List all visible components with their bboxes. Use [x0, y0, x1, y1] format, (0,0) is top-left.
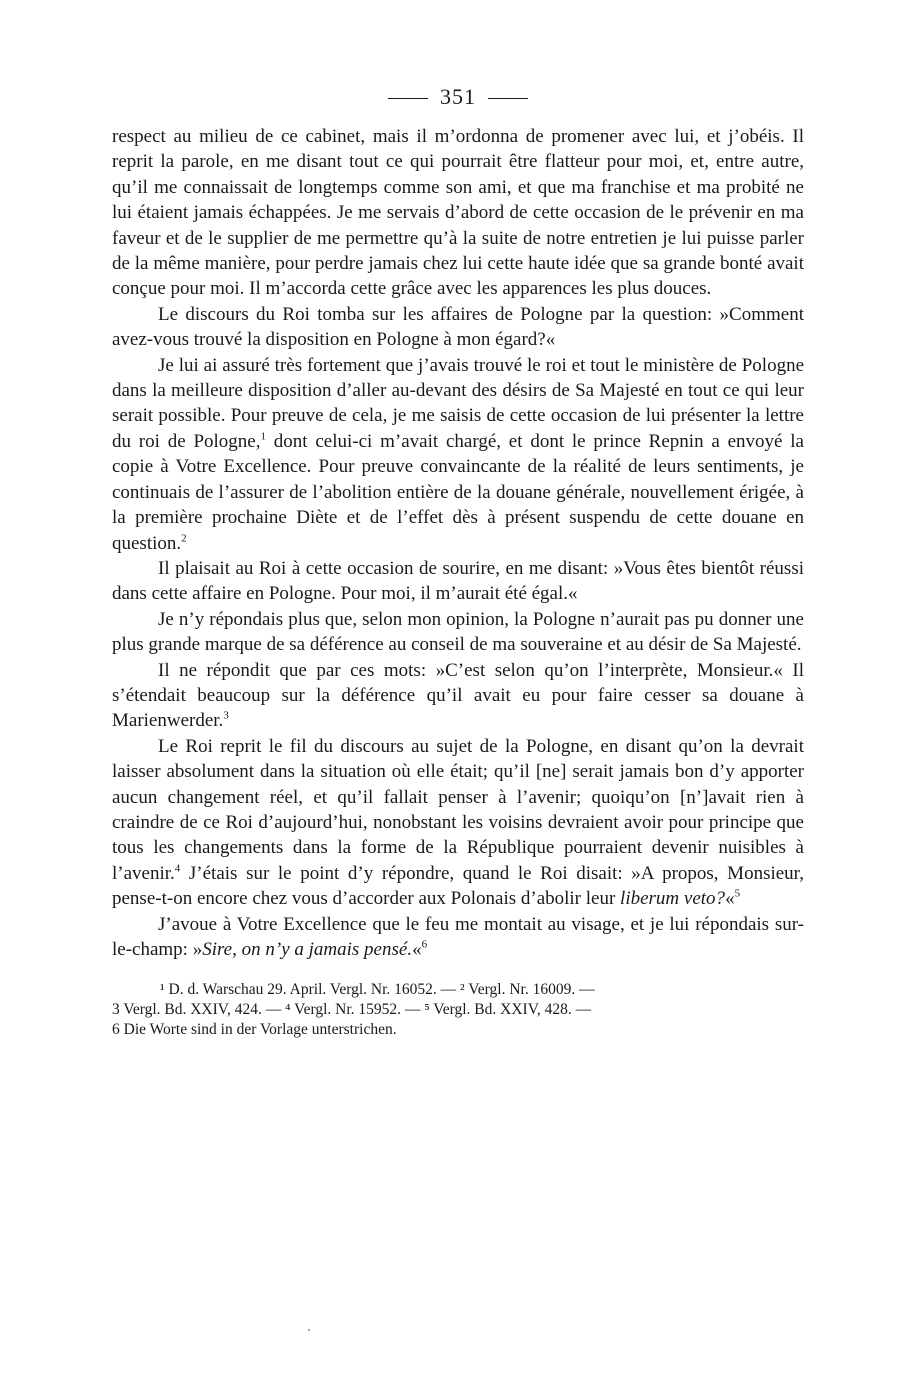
footnotes — [112, 980, 804, 1040]
footnote-line: 3 Vergl. Bd. XXIV, 424. — ⁴ Vergl. Nr. 15952. — ⁵ Vergl. Bd. XXIV, 428. — — [112, 1001, 592, 1019]
footnote-ref: 2 — [181, 532, 187, 545]
text-run: J’avoue à Votre Excellence que le feu me montait au visage, et je lui répondais sur-le-champ: » — [112, 913, 804, 960]
header-dash-right — [488, 98, 528, 99]
footnote-line: ¹ D. d. Warschau 29. April. Vergl. Nr. 16052. — ² Vergl. Nr. 16009. — — [160, 981, 595, 999]
paper-speck — [308, 1329, 310, 1331]
footnote-line: 6 Die Worte sind in der Vorlage unterstrichen. — [112, 1021, 397, 1039]
footnote-ref: 6 — [421, 938, 428, 951]
paragraph — [112, 734, 804, 912]
paragraph — [112, 302, 804, 353]
text-run: « — [725, 888, 735, 910]
paragraph — [112, 124, 804, 302]
book-page — [112, 80, 804, 1040]
footnote-ref: 5 — [734, 887, 741, 900]
paragraph — [112, 556, 804, 607]
text-run: Le Roi reprit le fil du discours au sujet de la Pologne, en disant qu’on la devrait laisser absolument dans la situation où elle était; qu’il [ne] serait jamais bon d’y apporter aucun changement réel, et qu’il fallait penser à l’avenir; quoiqu’on [n’]avait rien à craindre de ce Roi d’aujourd’hui, nonobstant les voisins devraient avoir pour principe que tous les changements dans la forme de la République pourraient devenir nuisibles à l’avenir. — [112, 735, 804, 884]
italic-run: liberum veto? — [620, 888, 726, 910]
text-run: respect au milieu de ce cabinet, mais il m’ordonna de promener avec lui, et j’obéis. Il reprit la parole, en me disant tout ce qui pourrait être flatteur pour moi, et, entre autre, qu’il me connaissait de longtemps comme son ami, et que ma franchise et ma probité ne lui étaient jamais échappées. Je me servais d’abord de cette occasion de le prévenir en ma faveur et de le supplier de me permettre qu’à la suite de notre entretien je lui puisse parler de la même manière, pour perdre jamais chez lui cette haute idée que sa grande bonté avait conçue pour moi. Il m’accorda cette grâce avec les apparences les plus douces. — [112, 126, 804, 300]
text-run: Il plaisait au Roi à cette occasion de sourire, en me disant: »Vous êtes bientôt réussi dans cette affaire en Pologne. Pour moi, il m’aurait été égal.« — [112, 557, 804, 605]
paragraph — [112, 607, 804, 658]
footnote-ref: 3 — [223, 710, 229, 723]
text-run: Je n’y répondais plus que, selon mon opinion, la Pologne n’aurait pas pu donner une plus grande marque de sa déférence au conseil de ma souveraine et au désir de Sa Majesté. — [112, 608, 804, 656]
header-dash-left — [388, 98, 428, 99]
text-run: Je lui ai assuré très fortement que j’avais trouvé le roi et tout le ministère de Pologne dans la meilleure disposition d’aller au-devant des désirs de Sa Majesté en tout ce qui leur serait possible. Pour preuve de cela, je me saisis de cette occasion de lui présenter la lettre du roi de Pologne, — [112, 354, 804, 452]
body-text — [112, 124, 804, 962]
paragraph — [112, 912, 804, 963]
paragraph — [112, 353, 804, 556]
footnote-ref: 1 — [260, 430, 266, 443]
text-run: Le discours du Roi tomba sur les affaires de Pologne par la question: »Comment avez-vous trouvé la disposition en Pologne à mon égard?« — [112, 303, 804, 351]
text-run: J’étais sur le point d’y répondre, quand le Roi disait: »A propos, Monsieur, pense-t-on encore chez vous d’accorder aux Polonais d’abolir leur — [112, 862, 804, 910]
page-number: 351 — [440, 84, 476, 109]
paragraph — [112, 658, 804, 734]
page-header — [112, 80, 804, 114]
text-run: dont celui-ci m’avait chargé, et dont le prince Repnin a envoyé la copie à Votre Excellence. Pour preuve convaincante de la réalité de leurs sentiments, je continuais de l’assurer de l’abolition entière de la douane générale, nouvellement érigée, à la première prochaine Diète et de l’effet dès à présent suspendu de cette douane en question. — [112, 430, 804, 554]
text-run: Il ne répondit que par ces mots: »C’est selon qu’on l’interprète, Monsieur.« Il s’étendait beaucoup sur la déférence qu’il avait eu pour faire cesser sa douane à Marienwerder. — [112, 659, 804, 732]
footnote-ref: 4 — [174, 862, 181, 875]
text-run: « — [412, 939, 422, 960]
italic-run: Sire, on n’y a jamais pensé. — [202, 939, 413, 960]
